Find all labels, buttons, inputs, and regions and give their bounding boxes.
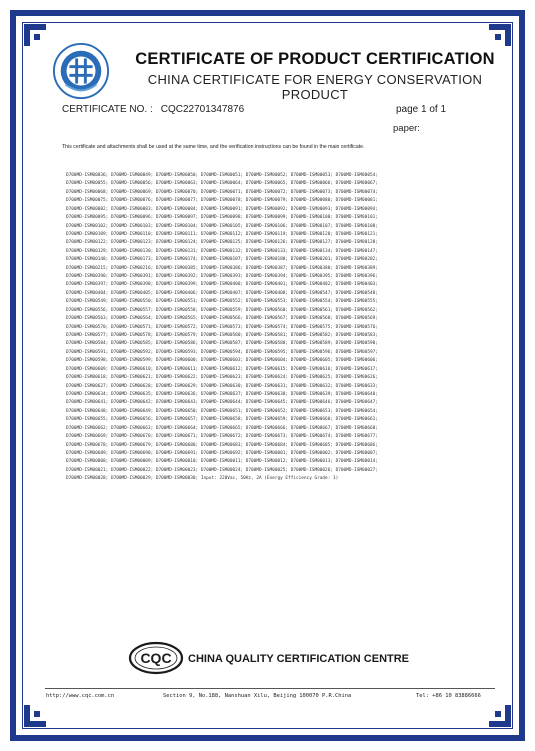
model-row: D700MD-ISM00109; D700MD-ISM00110; D700MD-ISM00111; D700MD-ISM00112; D700MD-ISM00119; D700MD-ISM00120; D700MD-ISM00121; xyxy=(66,231,378,237)
model-row: D700MD-ISM00008; D700MD-ISM00009; D700MD-ISM00010; D700MD-ISM00011; D700MD-ISM00012; D700MD-ISM00013; D700MD-ISM00014; xyxy=(66,459,378,465)
model-row: D700MD-ISM00577; D700MD-ISM00578; D700MD-ISM00579; D700MD-ISM00580; D700MD-ISM00581; D700MD-ISM00582; D700MD-ISM00583; xyxy=(66,333,378,339)
footer-url: http://www.cqc.com.cn xyxy=(46,693,115,699)
footer-divider xyxy=(45,688,495,689)
model-row: D700MD-ISM00390; D700MD-ISM00391; D700MD-ISM00392; D700MD-ISM00393; D700MD-ISM00394; D700MD-ISM00395; D700MD-ISM00396; xyxy=(66,274,378,280)
model-row: D700MD-ISM00404; D700MD-ISM00405; D700MD-ISM00406; D700MD-ISM00407; D700MD-ISM00408; D700MD-ISM00547; D700MD-ISM00548; xyxy=(66,290,378,296)
certificate-number: CQC22701347876 xyxy=(160,104,245,115)
model-list xyxy=(66,172,506,484)
model-row: D700MD-ISM00055; D700MD-ISM00056; D700MD-ISM00063; D700MD-ISM00064; D700MD-ISM00065; D700MD-ISM00066; D700MD-ISM00067; xyxy=(66,181,378,187)
model-row: D700MD-ISM00634; D700MD-ISM00635; D700MD-ISM00636; D700MD-ISM00637; D700MD-ISM00638; D700MD-ISM00639; D700MD-ISM00640; xyxy=(66,391,378,397)
model-row: D700MD-ISM00129; D700MD-ISM00130; D700MD-ISM00131; D700MD-ISM00132; D700MD-ISM00133; D700MD-ISM00134; D700MD-ISM00147; xyxy=(66,248,378,254)
model-row: D700MD-ISM00082; D700MD-ISM00083; D700MD-ISM00084; D700MD-ISM00091; D700MD-ISM00092; D700MD-ISM00093; D700MD-ISM00094; xyxy=(66,206,378,212)
model-row: D700MD-ISM00641; D700MD-ISM00642; D700MD-ISM00643; D700MD-ISM00644; D700MD-ISM00645; D700MD-ISM00646; D700MD-ISM00647; xyxy=(66,400,378,406)
certificate-subtitle: CHINA CERTIFICATE FOR ENERGY CONSERVATION PRODUCT xyxy=(147,72,483,102)
model-row: D700MD-ISM00618; D700MD-ISM00621; D700MD-ISM00622; D700MD-ISM00623; D700MD-ISM00624; D700MD-ISM00625; D700MD-ISM00626; xyxy=(66,375,378,381)
model-row: D700MD-ISM00591; D700MD-ISM00592; D700MD-ISM00593; D700MD-ISM00594; D700MD-ISM00595; D700MD-ISM00596; D700MD-ISM00597; xyxy=(66,349,378,355)
model-row: D700MD-ISM00148; D700MD-ISM00173; D700MD-ISM00174; D700MD-ISM00187; D700MD-ISM00188; D700MD-ISM00201; D700MD-ISM00202; xyxy=(66,257,378,263)
model-row: D700MD-ISM00102; D700MD-ISM00103; D700MD-ISM00104; D700MD-ISM00105; D700MD-ISM00106; D700MD-ISM00107; D700MD-ISM00108; xyxy=(66,223,378,229)
model-row: D700MD-ISM00021; D700MD-ISM00022; D700MD-ISM00023; D700MD-ISM00024; D700MD-ISM00025; D700MD-ISM00026; D700MD-ISM00027; xyxy=(66,467,378,473)
model-row: D700MD-ISM00397; D700MD-ISM00398; D700MD-ISM00399; D700MD-ISM00400; D700MD-ISM00401; D700MD-ISM00402; D700MD-ISM00403; xyxy=(66,282,378,288)
model-row: D700MD-ISM00036; D700MD-ISM00049; D700MD-ISM00050; D700MD-ISM00051; D700MD-ISM00052; D700MD-ISM00053; D700MD-ISM00054; xyxy=(66,173,378,178)
model-row: D700MD-ISM00549; D700MD-ISM00550; D700MD-ISM00551; D700MD-ISM00552; D700MD-ISM00553; D700MD-ISM00554; D700MD-ISM00555; xyxy=(66,299,378,305)
model-row: D700MD-ISM00584; D700MD-ISM00585; D700MD-ISM00586; D700MD-ISM00587; D700MD-ISM00588; D700MD-ISM00589; D700MD-ISM00590; xyxy=(66,341,378,347)
certificate-number-row xyxy=(62,104,244,115)
model-row: D700MD-ISM00556; D700MD-ISM00557; D700MD-ISM00558; D700MD-ISM00559; D700MD-ISM00560; D700MD-ISM00561; D700MD-ISM00562; xyxy=(66,307,378,313)
footer-telephone: Tel: +86 10 83886666 xyxy=(416,693,481,699)
model-row: D700MD-ISM00609; D700MD-ISM00610; D700MD-ISM00611; D700MD-ISM00612; D700MD-ISM00615; D700MD-ISM00616; D700MD-ISM00617; xyxy=(66,366,378,372)
corner-dot xyxy=(34,34,40,40)
model-row: D700MD-ISM00655; D700MD-ISM00656; D700MD-ISM00657; D700MD-ISM00658; D700MD-ISM00659; D700MD-ISM00660; D700MD-ISM00661; xyxy=(66,417,378,423)
issuer-name: CHINA QUALITY CERTIFICATION CENTRE xyxy=(188,653,410,665)
paper-label: paper: xyxy=(393,123,420,134)
model-row: D700MD-ISM00075; D700MD-ISM00076; D700MD-ISM00077; D700MD-ISM00078; D700MD-ISM00079; D700MD-ISM00080; D700MD-ISM00081; xyxy=(66,198,378,204)
model-row: D700MD-ISM00669; D700MD-ISM00670; D700MD-ISM00671; D700MD-ISM00672; D700MD-ISM00673; D700MD-ISM00674; D700MD-ISM00677; xyxy=(66,434,378,440)
model-row: D700MD-ISM00570; D700MD-ISM00571; D700MD-ISM00572; D700MD-ISM00573; D700MD-ISM00574; D700MD-ISM00575; D700MD-ISM00576; xyxy=(66,324,378,330)
cqc-logo xyxy=(128,641,184,675)
model-row: D700MD-ISM00678; D700MD-ISM00679; D700MD-ISM00680; D700MD-ISM00683; D700MD-ISM00684; D700MD-ISM00685; D700MD-ISM00686; xyxy=(66,442,378,448)
footer-address: Section 9, No.188, Nanshuan Xilu, Beijing 100070 P.R.China xyxy=(163,693,352,699)
model-row: D700MD-ISM00122; D700MD-ISM00123; D700MD-ISM00124; D700MD-ISM00125; D700MD-ISM00126; D700MD-ISM00127; D700MD-ISM00128; xyxy=(66,240,378,246)
model-row: D700MD-ISM00662; D700MD-ISM00663; D700MD-ISM00664; D700MD-ISM00665; D700MD-ISM00666; D700MD-ISM00667; D700MD-ISM00668; xyxy=(66,425,378,431)
corner-dot xyxy=(495,34,501,40)
model-row: D700MD-ISM00598; D700MD-ISM00599; D700MD-ISM00600; D700MD-ISM00603; D700MD-ISM00604; D700MD-ISM00605; D700MD-ISM00606; xyxy=(66,358,378,364)
model-row: D700MD-ISM00648; D700MD-ISM00649; D700MD-ISM00650; D700MD-ISM00651; D700MD-ISM00652; D700MD-ISM00653; D700MD-ISM00654; xyxy=(66,408,378,414)
model-row: D700MD-ISM00215; D700MD-ISM00216; D700MD-ISM00385; D700MD-ISM00386; D700MD-ISM00387; D700MD-ISM00388; D700MD-ISM00389; xyxy=(66,265,378,271)
cqc-logo-text: CQC xyxy=(140,650,172,666)
energy-conservation-logo xyxy=(52,42,110,100)
model-row: D700MD-ISM00563; D700MD-ISM00564; D700MD-ISM00565; D700MD-ISM00566; D700MD-ISM00567; D700MD-ISM00568; D700MD-ISM00569; xyxy=(66,316,378,322)
certificate-title: CERTIFICATE OF PRODUCT CERTIFICATION xyxy=(135,50,495,68)
model-row: D700MD-ISM00627; D700MD-ISM00628; D700MD-ISM00629; D700MD-ISM00630; D700MD-ISM00631; D700MD-ISM00632; D700MD-ISM00633; xyxy=(66,383,378,389)
page-indicator: page 1 of 1 xyxy=(396,104,447,115)
model-row: D700MD-ISM00028; D700MD-ISM00029; D700MD-ISM00030; Input: 220Vac, 50Hz, 2A (Energy Efficiency Grade: 1) xyxy=(66,476,339,482)
model-row: D700MD-ISM00068; D700MD-ISM00069; D700MD-ISM00070; D700MD-ISM00071; D700MD-ISM00072; D700MD-ISM00073; D700MD-ISM00074; xyxy=(66,189,378,195)
model-row: D700MD-ISM00095; D700MD-ISM00096; D700MD-ISM00097; D700MD-ISM00098; D700MD-ISM00099; D700MD-ISM00100; D700MD-ISM00101; xyxy=(66,215,378,221)
model-row: D700MD-ISM00689; D700MD-ISM00690; D700MD-ISM00691; D700MD-ISM00692; D700MD-ISM00001; D700MD-ISM00002; D700MD-ISM00007; xyxy=(66,450,378,456)
corner-dot xyxy=(495,711,501,717)
corner-dot xyxy=(34,711,40,717)
usage-note: This certificate and attachments shall be used at the same time, and the verification instructions can be found in the main certificate. xyxy=(62,144,365,150)
certificate-number-label: CERTIFICATE NO. : xyxy=(62,104,153,115)
